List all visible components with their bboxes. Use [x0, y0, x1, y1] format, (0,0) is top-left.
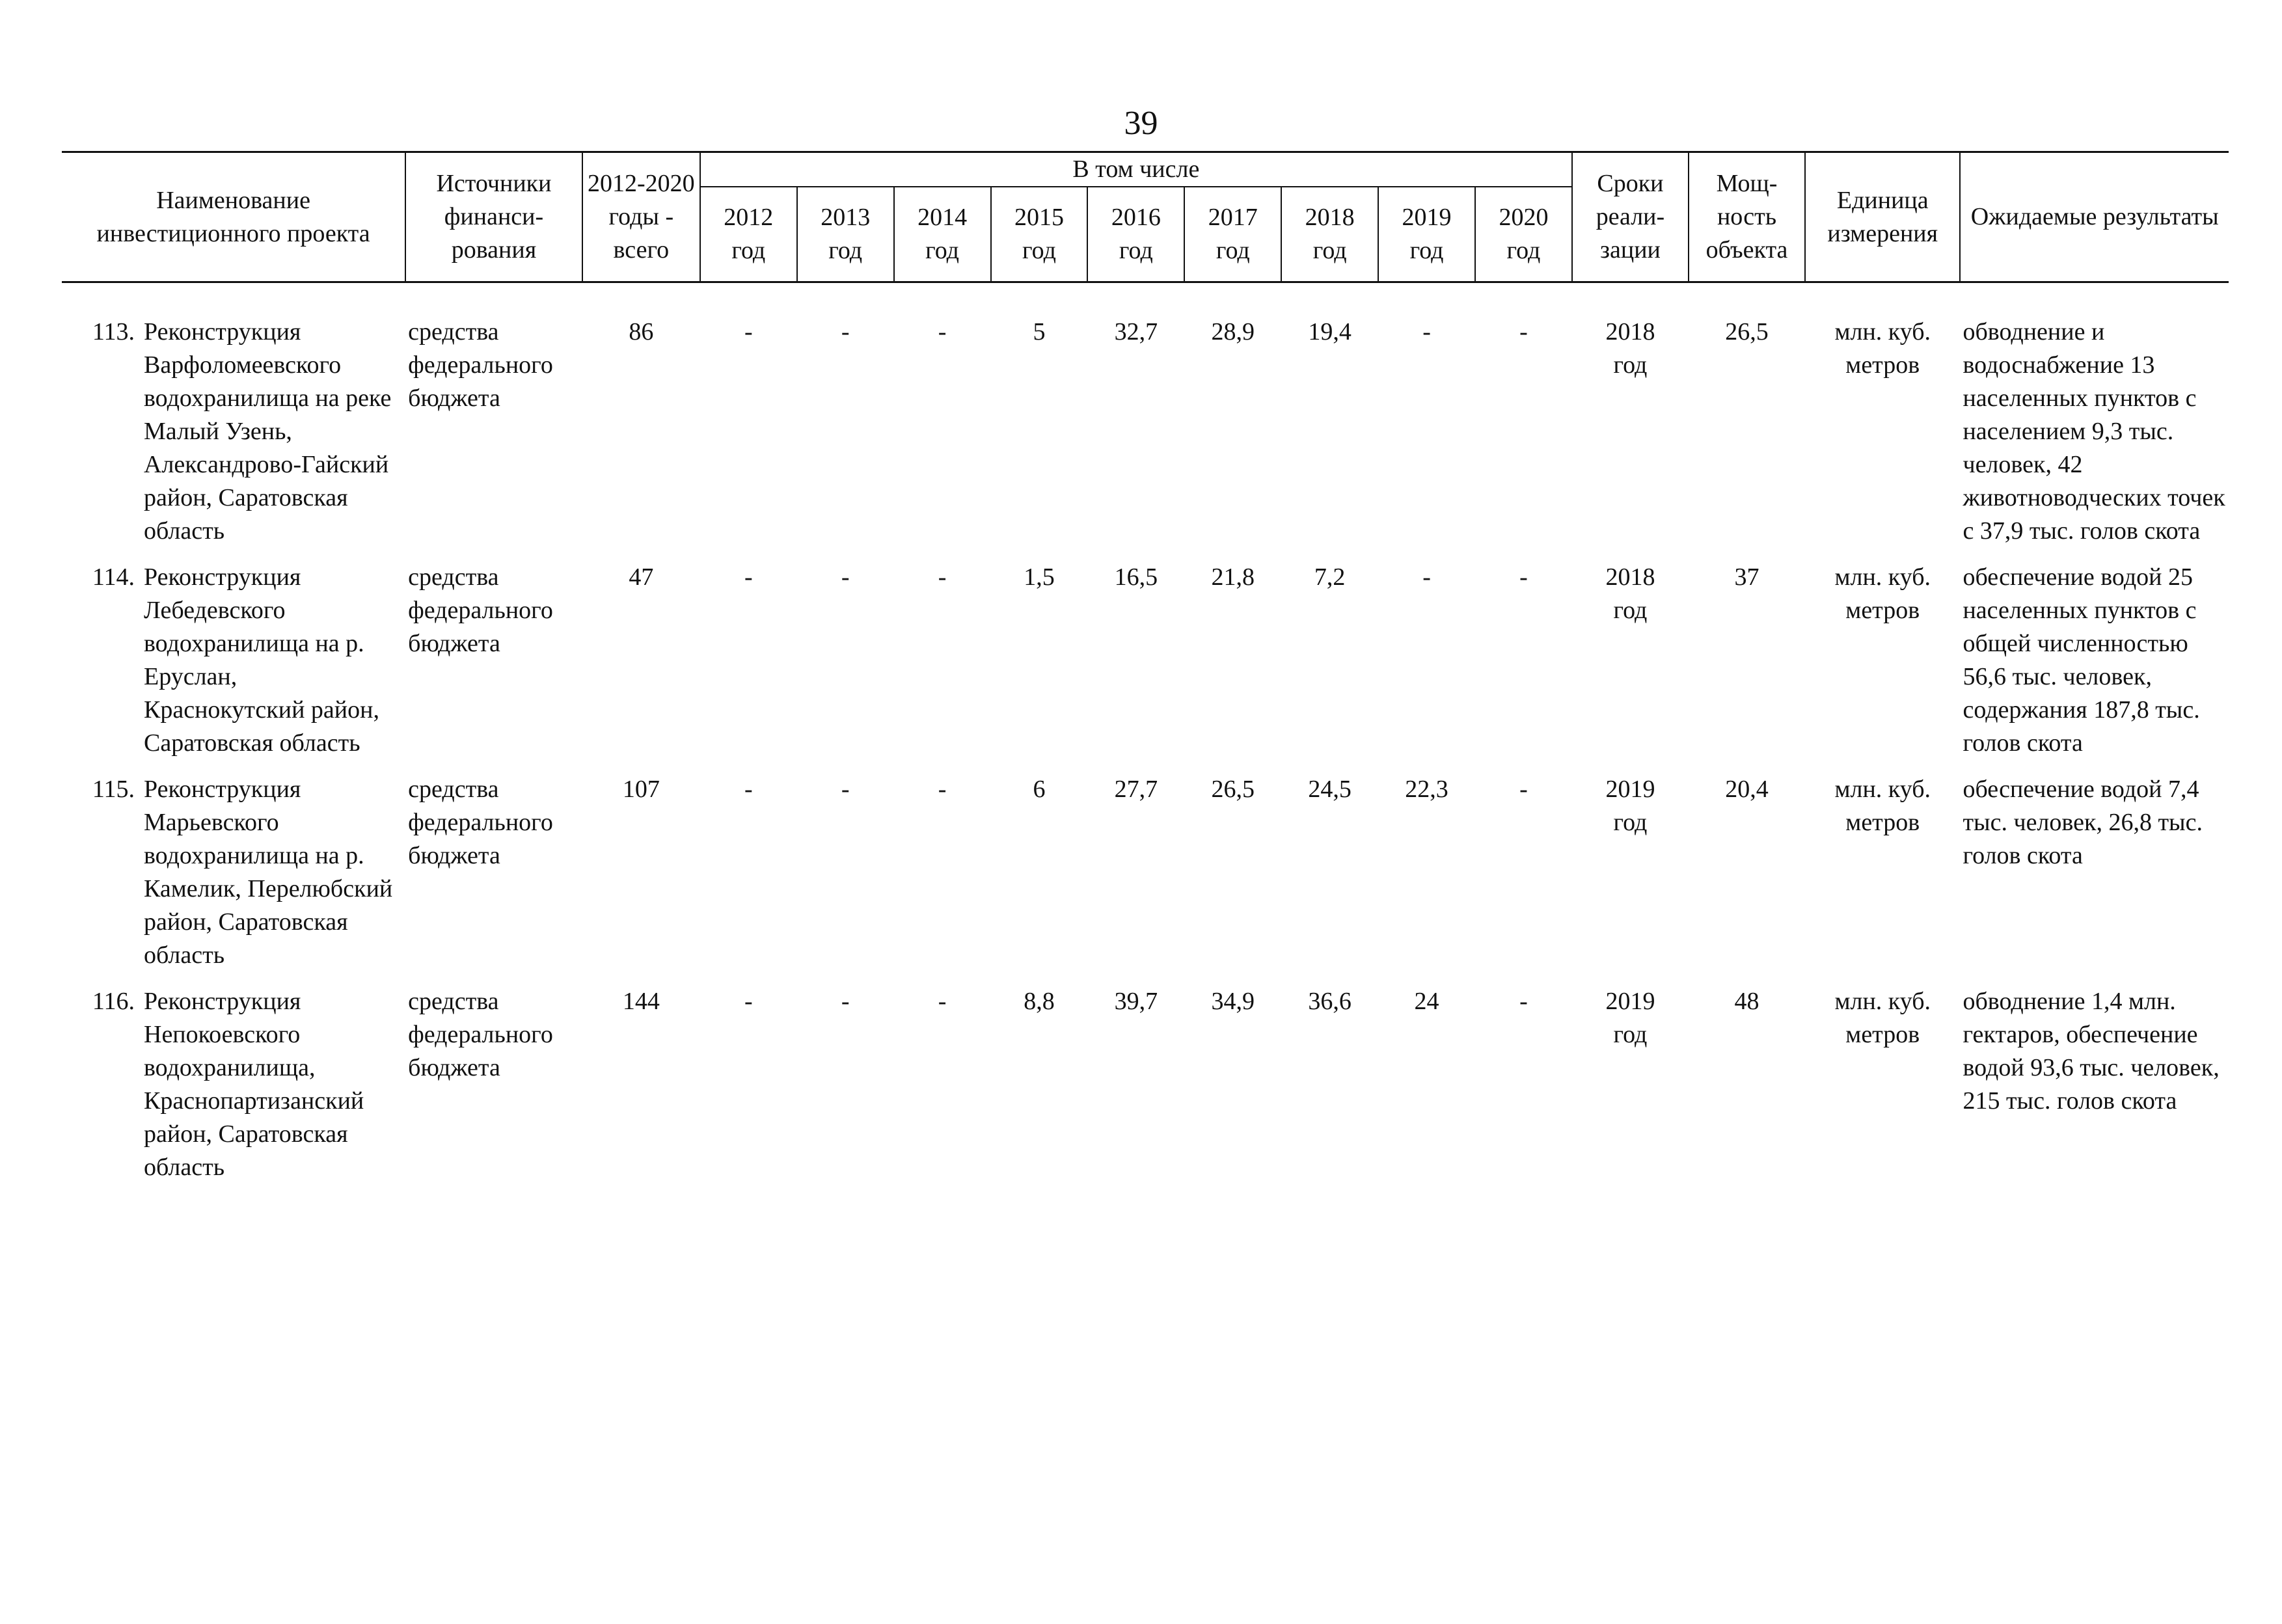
row-number: 115. — [92, 776, 135, 803]
capacity-value: 26,5 — [1725, 318, 1769, 345]
project-name: Реконструкция Марьевского водохранилища на р. Камелик, Перелюбский район, Саратовская область — [144, 776, 393, 969]
header-year-2012: 2012 год — [700, 187, 797, 282]
value-2017: 26,5 — [1211, 776, 1255, 803]
table-row — [62, 316, 2229, 561]
term-cell — [1572, 985, 1689, 1197]
total-value: 47 — [629, 563, 654, 591]
term-cell — [1572, 316, 1689, 561]
value-2016: 32,7 — [1114, 318, 1158, 345]
capacity-value: 37 — [1734, 563, 1759, 591]
value-2013: - — [841, 563, 850, 591]
value-2012: - — [744, 776, 753, 803]
value-2013: - — [841, 318, 850, 345]
header-year-2018: 2018 год — [1281, 187, 1378, 282]
project-name-cell — [62, 561, 405, 773]
value-2017: 21,8 — [1211, 563, 1255, 591]
header-unit: Единица измерения — [1805, 152, 1960, 282]
term-unit: год — [1613, 597, 1648, 624]
value-2013: - — [841, 776, 850, 803]
value-2016: 39,7 — [1114, 988, 1158, 1015]
value-2016: 16,5 — [1114, 563, 1158, 591]
unit-value: млн. куб. метров — [1834, 776, 1931, 836]
value-2015: 1,5 — [1024, 563, 1055, 591]
row-number: 116. — [92, 988, 135, 1015]
project-name: Реконструкция Непокоевского водохранилища, Краснопартизанский район, Саратовская область — [144, 988, 364, 1181]
header-expected-results: Ожидаемые результаты — [1960, 152, 2229, 282]
row-number: 113. — [92, 318, 135, 345]
project-name-cell — [62, 985, 405, 1197]
unit-value: млн. куб. метров — [1834, 988, 1931, 1048]
value-2015: 5 — [1033, 318, 1046, 345]
value-2015: 6 — [1033, 776, 1046, 803]
value-2014: - — [938, 563, 947, 591]
capacity-value: 20,4 — [1725, 776, 1769, 803]
header-year-2020: 2020 год — [1475, 187, 1572, 282]
project-name: Реконструкция Варфоломеевского водохранилища на реке Малый Узень, Александрово-Гайский район, Саратовская область — [144, 318, 392, 545]
value-2019: - — [1422, 318, 1431, 345]
value-2020: - — [1519, 318, 1528, 345]
header-year-2019: 2019 год — [1378, 187, 1475, 282]
expected-results: обеспечение водой 7,4 тыс. человек, 26,8 тыс. голов скота — [1963, 776, 2203, 869]
value-2014: - — [938, 988, 947, 1015]
expected-results: обводнение 1,4 млн. гектаров, обеспечение водой 93,6 тыс. человек, 215 тыс. голов скота — [1963, 988, 2220, 1115]
value-2018: 19,4 — [1308, 318, 1352, 345]
value-2020: - — [1519, 563, 1528, 591]
row-number: 114. — [92, 563, 135, 591]
value-2017: 34,9 — [1211, 988, 1255, 1015]
header-year-2017: 2017 год — [1184, 187, 1281, 282]
total-value: 86 — [629, 318, 654, 345]
header-in-total: В том числе — [700, 152, 1572, 187]
value-2018: 36,6 — [1308, 988, 1352, 1015]
value-2020: - — [1519, 988, 1528, 1015]
value-2012: - — [744, 318, 753, 345]
term-unit: год — [1613, 1021, 1648, 1048]
value-2013: - — [841, 988, 850, 1015]
term-year: 2019 — [1605, 988, 1655, 1015]
value-2015: 8,8 — [1024, 988, 1055, 1015]
value-2017: 28,9 — [1211, 318, 1255, 345]
table-row — [62, 773, 2229, 985]
term-unit: год — [1613, 809, 1648, 836]
header-year-2013: 2013 год — [797, 187, 894, 282]
funding-source: средства федерального бюджета — [408, 988, 553, 1081]
header-funding-source: Источники финанси-рования — [405, 152, 582, 282]
total-value: 144 — [622, 988, 660, 1015]
value-2018: 24,5 — [1308, 776, 1352, 803]
header-row-top — [62, 152, 2229, 187]
funding-source: средства федерального бюджета — [408, 318, 553, 412]
header-year-2016: 2016 год — [1087, 187, 1184, 282]
project-name: Реконструкция Лебедевского водохранилища на р. Еруслан, Краснокутский район, Саратовская область — [144, 563, 379, 757]
table-row — [62, 985, 2229, 1197]
value-2020: - — [1519, 776, 1528, 803]
header-project-name: Наименование инвестиционного проекта — [62, 152, 405, 282]
value-2014: - — [938, 318, 947, 345]
capacity-value: 48 — [1734, 988, 1759, 1015]
total-value: 107 — [622, 776, 660, 803]
expected-results: обводнение и водоснабжение 13 населенных пунктов с населением 9,3 тыс. человек, 42 животноводческих точек с 37,9 тыс. голов скота — [1963, 318, 2225, 545]
term-year: 2019 — [1605, 776, 1655, 803]
term-unit: год — [1613, 351, 1648, 379]
investment-projects-table — [62, 151, 2229, 1197]
header-year-2014: 2014 год — [894, 187, 991, 282]
value-2016: 27,7 — [1114, 776, 1158, 803]
term-year: 2018 — [1605, 563, 1655, 591]
value-2019: 24 — [1414, 988, 1439, 1015]
table-row — [62, 561, 2229, 773]
funding-source: средства федерального бюджета — [408, 776, 553, 869]
term-year: 2018 — [1605, 318, 1655, 345]
term-cell — [1572, 773, 1689, 985]
value-2014: - — [938, 776, 947, 803]
header-year-2015: 2015 год — [991, 187, 1088, 282]
expected-results: обеспечение водой 25 населенных пунктов с общей численностью 56,6 тыс. человек, содержания 187,8 тыс. голов скота — [1963, 563, 2200, 757]
header-total: 2012-2020 годы - всего — [582, 152, 700, 282]
page-number: 39 — [1124, 105, 1158, 142]
header-capacity: Мощ-ность объекта — [1689, 152, 1805, 282]
value-2019: 22,3 — [1405, 776, 1448, 803]
project-name-cell — [62, 773, 405, 985]
unit-value: млн. куб. метров — [1834, 318, 1931, 379]
value-2012: - — [744, 563, 753, 591]
term-cell — [1572, 561, 1689, 773]
value-2019: - — [1422, 563, 1431, 591]
value-2012: - — [744, 988, 753, 1015]
value-2018: 7,2 — [1314, 563, 1346, 591]
unit-value: млн. куб. метров — [1834, 563, 1931, 624]
project-name-cell — [62, 316, 405, 561]
header-terms: Сроки реали-зации — [1572, 152, 1689, 282]
funding-source: средства федерального бюджета — [408, 563, 553, 657]
